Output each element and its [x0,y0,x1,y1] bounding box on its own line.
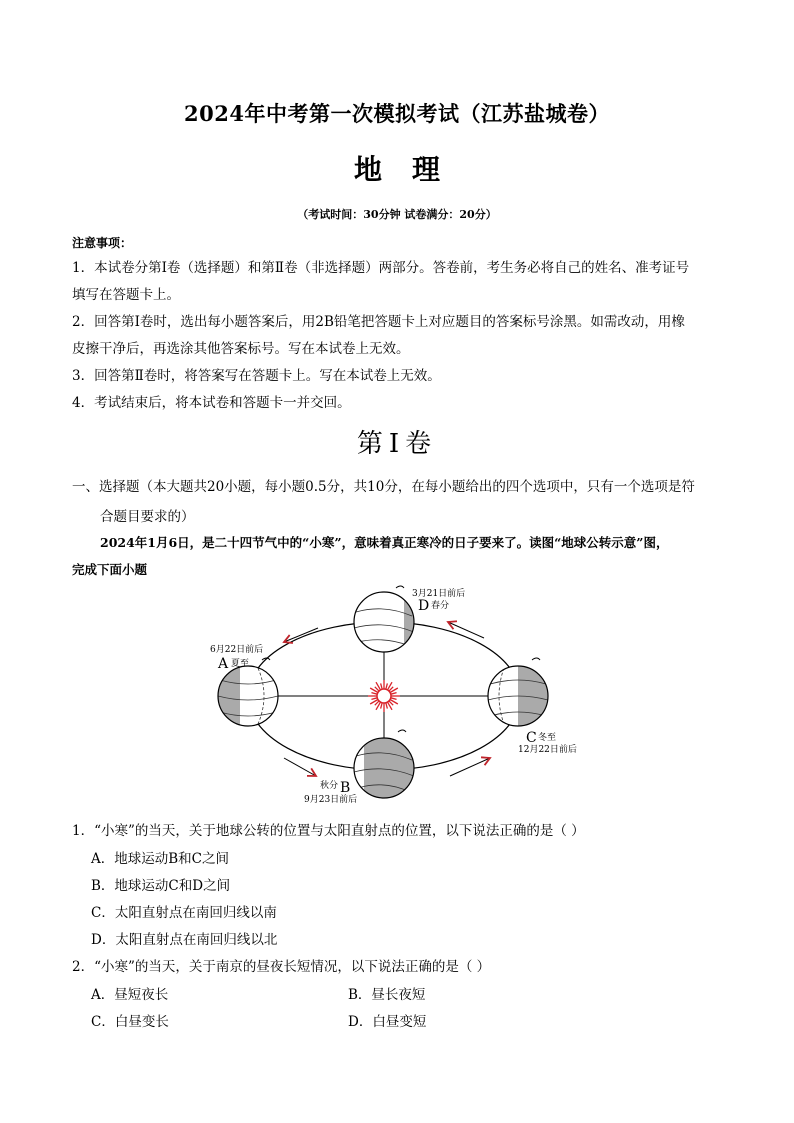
note-line: 2．回答第Ⅰ卷时，选出每小题答案后，用2B铅笔把答题卡上对应题目的答案标号涂黑。如需改动，用橡 [72,314,685,330]
volume-heading: 第Ⅰ卷 [356,429,438,459]
question-1-option-c[interactable]: C．太阳直射点在南回归线以南 [91,905,277,921]
question-1-option-a[interactable]: A．地球运动B和C之间 [91,851,229,867]
label-b-letter: B [340,780,351,796]
label-c-letter: C [526,730,537,746]
question-2-option-d[interactable]: D．白昼变短 [348,1014,427,1030]
label-c-date: 12月22日前后 [518,745,577,755]
note-line: 4．考试结束后，将本试卷和答题卡一并交回。 [72,395,351,411]
note-line: 皮擦干净后，再选涂其他答案标号。写在本试卷上无效。 [72,341,410,357]
section-heading-cont: 合题目要求的） [100,509,195,525]
sun-ray [381,703,383,709]
sun-ray [391,698,397,700]
page-title: 2024年中考第一次模拟考试（江苏盐城卷） [184,101,610,126]
label-a-letter: A [218,656,229,672]
question-intro: 2024年1月6日，是二十四节气中的“小寒”，意味着真正寒冷的日子要来了。读图“地球公转示意”图， [100,535,669,550]
earth-revolution-diagram [200,580,600,810]
subject-title: 地理 [353,153,470,186]
sun-icon [368,680,400,712]
notes-heading: 注意事项： [72,236,133,250]
note-line: 填写在答题卡上。 [72,287,180,303]
question-1-option-b[interactable]: B．地球运动C和D之间 [91,878,231,894]
arrow-b-to-c-shaft [450,758,490,776]
label-d-letter: D [418,598,430,614]
question-2-option-c[interactable]: C．白昼变长 [91,1014,169,1030]
sun-ray [371,698,377,700]
label-b-name: 秋分 [320,781,339,791]
label-c-name: 冬至 [538,733,557,743]
note-line: 3．回答第Ⅱ卷时，将答案写在答题卡上。写在本试卷上无效。 [72,368,441,384]
sun-ray [386,683,388,689]
note-line: 1．本试卷分第Ⅰ卷（选择题）和第Ⅱ卷（非选择题）两部分。答卷前，考生务必将自己的姓名、准考证号 [72,260,690,276]
exam-meta: （考试时间：30分钟 试卷满分：20分） [297,208,497,221]
arrow-a-to-b-shaft [284,758,316,776]
label-b-date: 9月23日前后 [304,795,358,805]
question-intro-cont: 完成下面小题 [72,562,148,577]
sun-ray [381,683,383,689]
question-2-option-a[interactable]: A．昼短夜长 [91,987,169,1003]
question-1-stem: 1．“小寒”的当天，关于地球公转的位置与太阳直射点的位置，以下说法正确的是（ ） [72,823,585,839]
label-d-date: 3月21日前后 [412,589,466,599]
label-a-name: 夏至 [231,659,250,669]
question-1-option-d[interactable]: D．太阳直射点在南回归线以北 [91,932,278,948]
sun-ray [386,703,388,709]
arrow-c-to-d-shaft [448,622,484,638]
question-2-option-b[interactable]: B．昼长夜短 [348,987,426,1003]
label-a-date: 6月22日前后 [210,645,264,655]
sun-ray [391,693,397,695]
sun-core [377,689,391,703]
label-d-name: 春分 [431,601,450,611]
section-heading: 一、选择题（本大题共20小题，每小题0.5分，共10分，在每小题给出的四个选项中，只有一个选项是符 [72,479,695,495]
sun-ray [371,693,377,695]
question-2-stem: 2．“小寒”的当天，关于南京的昼夜长短情况，以下说法正确的是（ ） [72,959,491,975]
